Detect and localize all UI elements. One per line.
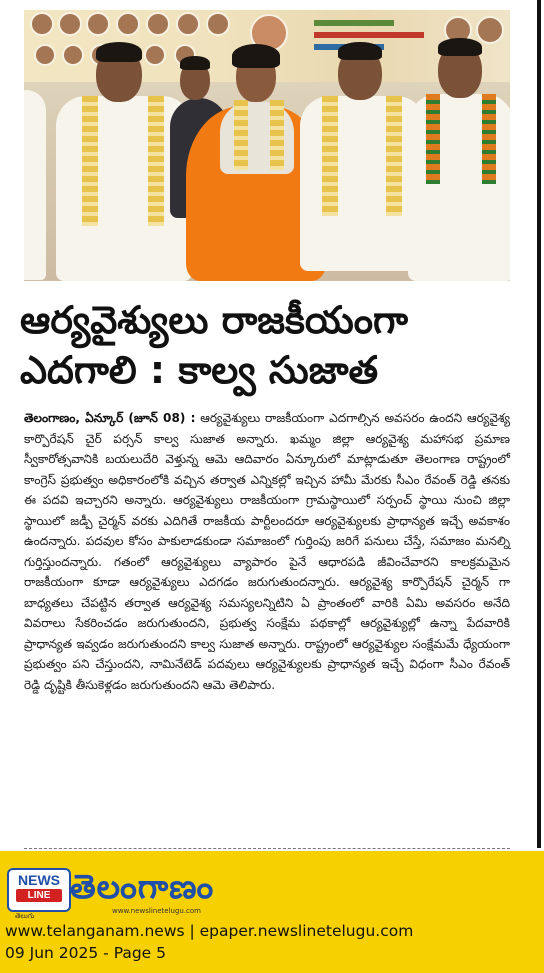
article-dateline: తెలంగాణం, ఏన్కూర్ (జూన్ 08) : [24, 411, 196, 425]
brand-name: తెలంగాణం [70, 867, 215, 906]
article-text: ఆర్యవైశ్యులు రాజకీయంగా ఎదగాల్సిన అవసరం ఉందని ఆర్యవైశ్య కార్పొరేషన్ చైర్ పర్సన్ కాల్వ సుజాత అన్నారు. ఖమ్మం జిల్లా ఆర్యవైశ్య మహాసభ ప్రమాణ స్వీకారోత్సవానికి బయలుదేరి వెళ్తున్న ఆమె ఆదివారం ఏన్కూరులో మాట్లాడుతూ తెలంగాణ రాష్ట్రంలో కాంగ్రెస్ ప్రభుత్వం అధికారంలోకి వచ్చిన తర్వాత ఎన్నికల్లో ఇచ్చిన హామీ మేరకు సీఎం రేవంత్ రెడ్డి తనకు ఈ పదవి ఇచ్చారని అన్నారు. ఆర్యవైశ్యులు రాజకీయంగా గ్రామస్థాయిలో సర్పంచ్ స్థాయి నుంచి జిల్లా స్థాయిలో జడ్పీ చైర్మన్ వరకు ఎదిగితే రాజకీయ పార్టీలందరూ ఆర్యవైశ్యులకు ప్రాధాన్యత ఇచ్చే అవకాశం ఉందన్నారు. పదవుల కోసం పాకులాడకుండా సమాజంలో గుర్తింపు జరిగే పనులు చేస్తే, సమాజం మనల్ని గుర్తిస్తుందన్నారు. గతంలో ఆర్యవైశ్యులు వ్యాపారం పైనే ఆధారపడి జీవించేవారని కాలక్రమమైన రాజకీయంగా కూడా ఆర్యవైశ్యులు ఎదగడం జరుగుతుందన్నారు. ఆర్యవైశ్య కార్పొరేషన్ చైర్మన్ గా బాధ్యతలు చేపట్టిన తర్వాత ఆర్యవైశ్య సమస్యలన్నిటిని ఏ ప్రాంతంలో వారికి ఏమి అవసరం అనేది వివరాలు సేకరించడం జరుగుతుందని, ప్రభుత్వ సంక్షేమ పథకాల్లో ఆర్యవైశ్యుల్లో ఉన్నా పేదవారికి ప్రాధాన్యత ఇవ్వడం జరుగుతుందని కాల్వ సుజాత అన్నారు. రాష్ట్రంలో ఆర్యవైశ్యుల సంక్షేమమే ధ్యేయంగా ప్రభుత్వం పని చేస్తుందని, నామినేటెడ్ పదవులు ఆర్యవైశ్యులకు ప్రాధాన్యత ఇచ్చే విధంగా సీఎం రేవంత్ రెడ్డి దృష్టికి తీసుకెళ్లడం జరుగుతుందని ఆమె తెలిపారు. [24, 411, 510, 692]
article-body [24, 408, 510, 695]
column-rule [537, 0, 541, 848]
brand-url[interactable]: www.newslinetelugu.com [112, 907, 201, 915]
headline-line-1: ఆర్యవైశ్యులు రాజకీయంగా [20, 298, 408, 342]
site-links[interactable]: www.telanganam.news | epaper.newslinetelugu.com [5, 922, 414, 940]
logo-news-text: NEWS [18, 872, 60, 888]
epaper-footer [0, 851, 544, 973]
headline [20, 295, 520, 395]
article-end-rule [24, 848, 510, 849]
edition-date: 09 Jun 2025 - Page 5 [5, 944, 167, 962]
logo-line-text: LINE [16, 889, 62, 902]
logo-subtitle: తెలుగు [15, 912, 35, 920]
newsline-logo [7, 868, 71, 912]
news-photo [24, 10, 510, 281]
headline-line-2: ఎదగాలి : కాల్వ సుజాత [20, 348, 379, 392]
